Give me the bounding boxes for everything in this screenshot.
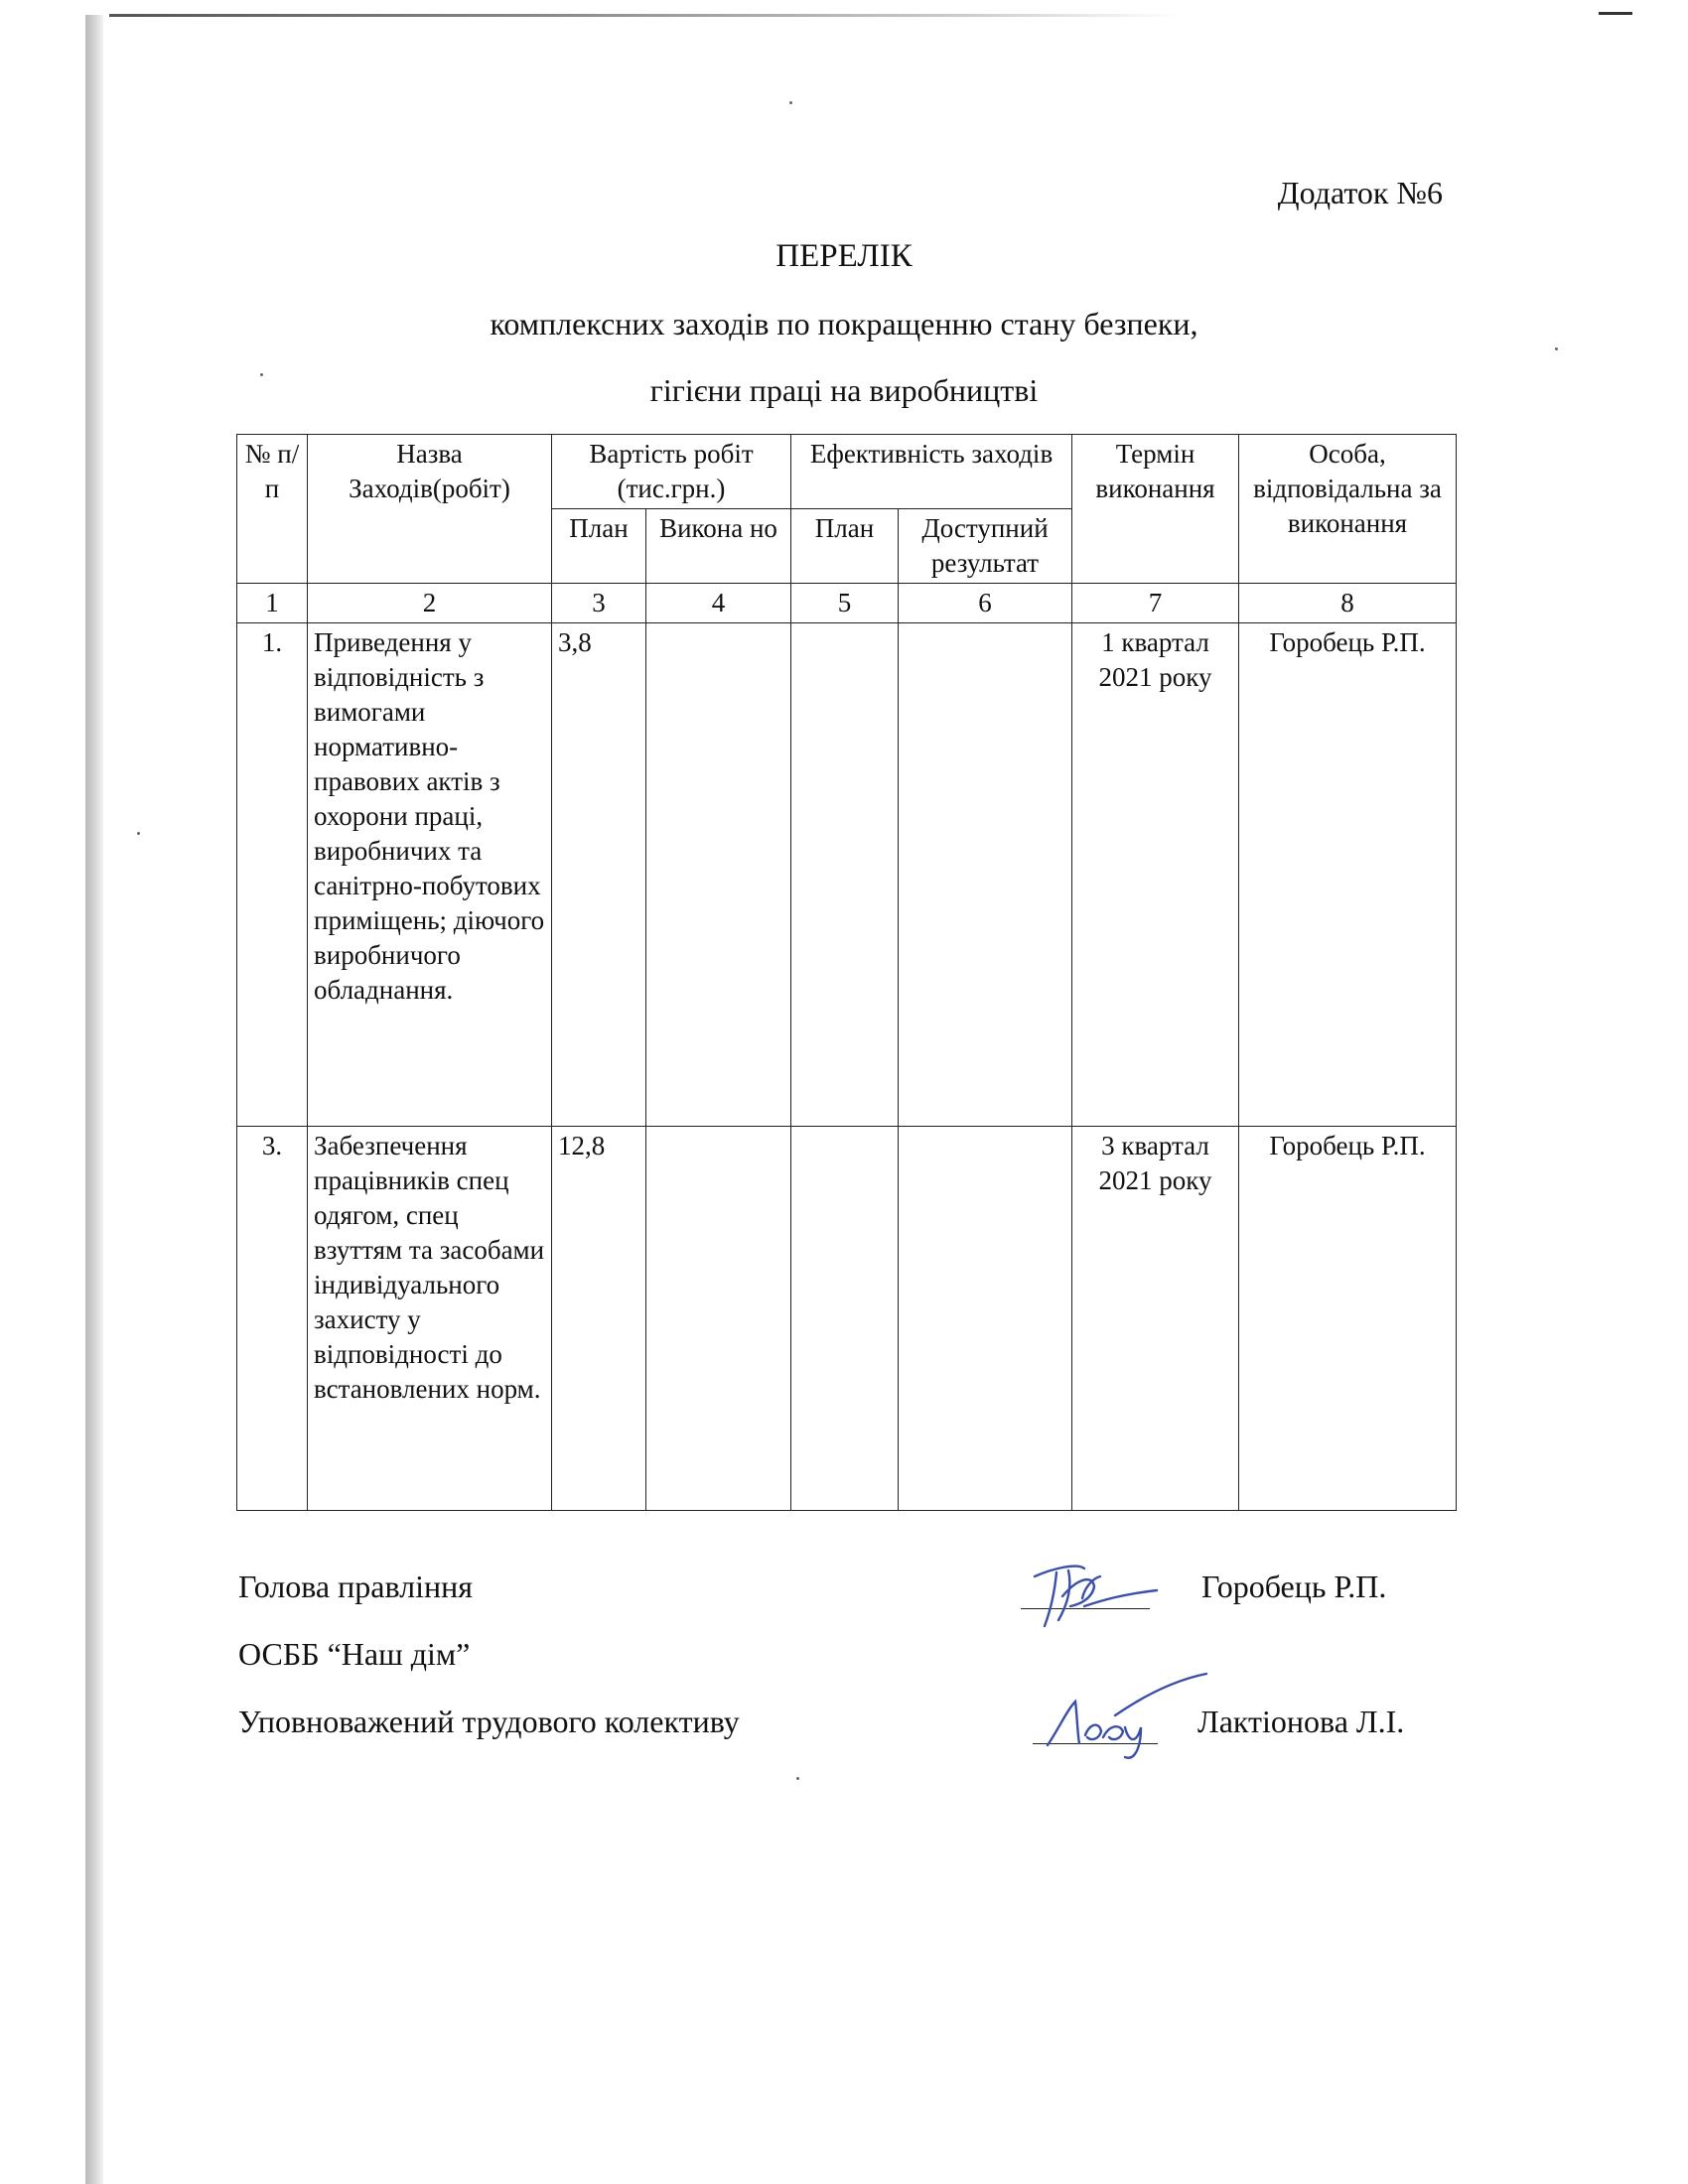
table-row [237,623,1457,1127]
header-eff-result: Доступний результат [899,509,1072,584]
column-number-row [237,584,1457,623]
row-term: 3 квартал 2021 року [1072,1127,1239,1511]
row-name: Забезпечення працівників спец одягом, спец взуттям та засобами індивідуального захисту у відповідності до встановлених норм. [308,1127,552,1511]
header-cost: Вартість робіт (тис.грн.) [552,435,791,509]
rep-signature-mark [1038,1658,1216,1767]
header-eff-plan: План [791,509,899,584]
column-number: 5 [791,584,899,623]
row-eff-result [899,1127,1072,1511]
row-cost-done [646,623,791,1127]
head-name: Горобець Р.П. [1201,1569,1387,1604]
row-person: Горобець Р.П. [1239,1127,1457,1511]
scan-top-edge [109,14,1182,17]
column-number: 1 [237,584,308,623]
header-person: Особа, відповідальна за виконання [1239,435,1457,584]
column-number: 8 [1239,584,1457,623]
column-number: 3 [552,584,646,623]
rep-name: Лактіонова Л.І. [1197,1704,1405,1739]
row-cost-plan: 12,8 [552,1127,646,1511]
header-cost-done: Викона но [646,509,791,584]
scan-left-edge [85,15,103,2184]
row-eff-plan [791,623,899,1127]
document-subtitle-line1: комплексних заходів по покращенню стану безпеки, [490,306,1198,341]
head-title-line1: Голова правління [238,1569,473,1604]
head-signature-mark [1023,1549,1172,1638]
document-title: ПЕРЕЛІК [775,238,913,274]
header-cost-plan: План [552,509,646,584]
row-num: 3. [237,1127,308,1511]
measures-table [236,434,1457,1511]
header-name: Назва Заходів(робіт) [308,435,552,584]
table-header-row [237,435,1457,509]
scan-corner-mark [1599,12,1632,15]
table-row [237,1127,1457,1511]
header-efficiency: Ефективність заходів [791,435,1072,509]
column-number: 2 [308,584,552,623]
appendix-label: Додаток №6 [1277,175,1443,210]
row-num: 1. [237,623,308,1127]
rep-title: Уповноважений трудового колективу [238,1704,740,1739]
scan-speck [796,1777,799,1780]
header-num: № п/п [237,435,308,584]
scan-speck [1555,347,1558,350]
row-term: 1 квартал 2021 року [1072,623,1239,1127]
row-person: Горобець Р.П. [1239,623,1457,1127]
column-number: 4 [646,584,791,623]
scan-speck [789,101,792,104]
head-title-line2: ОСББ “Наш дім” [238,1636,471,1672]
column-number: 7 [1072,584,1239,623]
row-eff-result [899,623,1072,1127]
column-number: 6 [899,584,1072,623]
document-subtitle-line2: гігієни праці на виробництві [649,372,1039,408]
row-eff-plan [791,1127,899,1511]
row-name: Приведення у відповідність з вимогами нормативно-правових актів з охорони праці, виробничих та санітрно-побутових приміщень; діючого виробничого обладнання. [308,623,552,1127]
row-cost-done [646,1127,791,1511]
header-term: Термін виконання [1072,435,1239,584]
scan-speck [137,832,140,835]
row-cost-plan: 3,8 [552,623,646,1127]
